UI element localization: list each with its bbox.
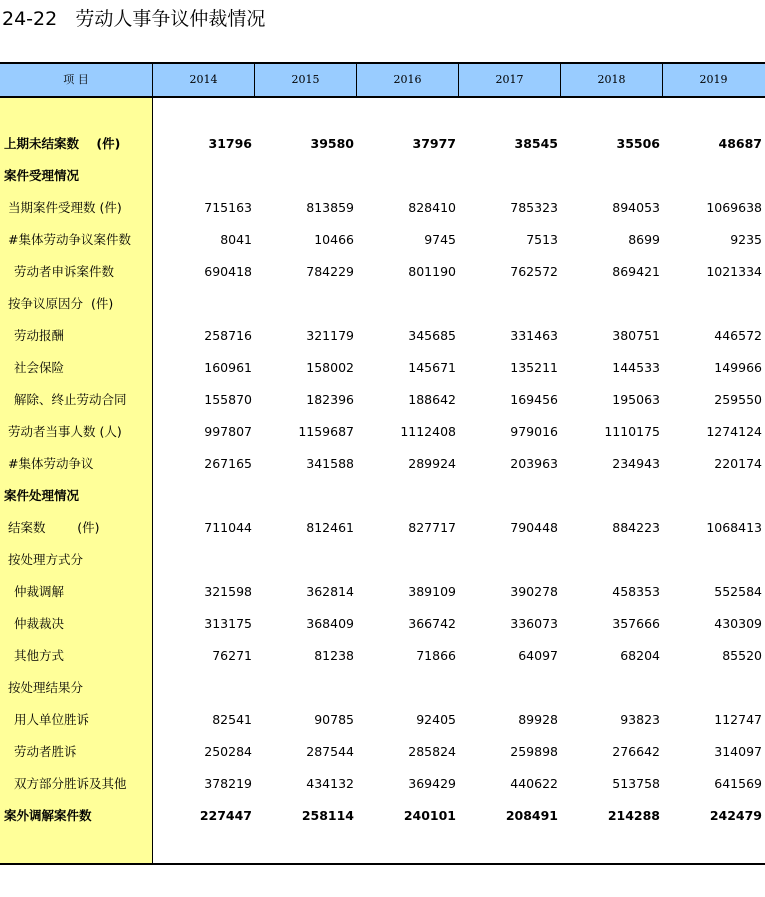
row-value-2014: 313175 — [204, 616, 252, 631]
row-value-2016: 389109 — [408, 584, 456, 599]
row-label: 案件处理情况 — [4, 488, 80, 503]
row-value-2014: 76271 — [212, 648, 252, 663]
row-value-2015: 81238 — [314, 648, 354, 663]
row-value-2015: 784229 — [306, 264, 354, 279]
row-value-2014: 31796 — [208, 136, 252, 151]
row-value-2015 — [258, 672, 354, 704]
table-row — [0, 256, 765, 288]
row-label: 劳动者申诉案件数 — [14, 264, 115, 279]
row-label: 按处理方式分 — [8, 552, 84, 567]
row-value-2017: 331463 — [510, 328, 558, 343]
table-row — [0, 704, 765, 736]
row-value-2019: 552584 — [714, 584, 762, 599]
row-value-2018 — [564, 288, 660, 320]
row-value-2015: 362814 — [306, 584, 354, 599]
row-value-2016: 827717 — [408, 520, 456, 535]
table-row — [0, 768, 765, 800]
row-value-2016: 240101 — [403, 808, 456, 823]
row-value-2014: 250284 — [204, 744, 252, 759]
row-value-2014: 715163 — [204, 200, 252, 215]
row-value-2019 — [666, 544, 762, 576]
row-value-2015: 434132 — [306, 776, 354, 791]
row-value-2015: 321179 — [306, 328, 354, 343]
row-value-2015: 39580 — [310, 136, 354, 151]
row-value-2017 — [462, 544, 558, 576]
row-value-2019: 430309 — [714, 616, 762, 631]
row-value-2016: 188642 — [408, 392, 456, 407]
row-label: 仲裁裁决 — [14, 616, 65, 631]
row-value-2019: 9235 — [730, 232, 762, 247]
row-label: 双方部分胜诉及其他 — [14, 776, 127, 791]
row-value-2014: 160961 — [204, 360, 252, 375]
row-value-2019: 641569 — [714, 776, 762, 791]
row-value-2016 — [360, 480, 456, 512]
row-value-2015: 10466 — [314, 232, 354, 247]
row-value-2018 — [564, 544, 660, 576]
row-label: 劳动报酬 — [14, 328, 65, 343]
table-row — [0, 224, 765, 256]
row-value-2014 — [156, 160, 252, 192]
row-value-2016: 366742 — [408, 616, 456, 631]
row-value-2017: 785323 — [510, 200, 558, 215]
row-value-2015: 287544 — [306, 744, 354, 759]
row-value-2017 — [462, 480, 558, 512]
row-value-2019: 1021334 — [706, 264, 762, 279]
row-label: 当期案件受理数 (件) — [8, 200, 122, 215]
row-value-2018: 894053 — [612, 200, 660, 215]
row-value-2016: 71866 — [416, 648, 456, 663]
table-row — [0, 288, 765, 320]
row-value-2015 — [258, 160, 354, 192]
row-value-2016 — [360, 160, 456, 192]
table-row — [0, 384, 765, 416]
row-value-2016: 37977 — [412, 136, 456, 151]
row-value-2017: 390278 — [510, 584, 558, 599]
row-value-2017: 762572 — [510, 264, 558, 279]
row-label: #集体劳动争议案件数 — [8, 232, 131, 247]
table-row — [0, 352, 765, 384]
table-row — [0, 320, 765, 352]
row-value-2019 — [666, 288, 762, 320]
row-label: 按争议原因分 (件) — [8, 296, 114, 311]
row-value-2016: 1112408 — [400, 424, 456, 439]
row-value-2017 — [462, 160, 558, 192]
header-year: 2015 — [291, 73, 320, 86]
row-value-2018: 214288 — [607, 808, 660, 823]
row-value-2014: 155870 — [204, 392, 252, 407]
row-value-2017: 979016 — [510, 424, 558, 439]
row-value-2015: 812461 — [306, 520, 354, 535]
row-value-2016: 9745 — [424, 232, 456, 247]
row-value-2016: 145671 — [408, 360, 456, 375]
row-value-2014: 258716 — [204, 328, 252, 343]
row-label: #集体劳动争议 — [8, 456, 94, 471]
table-row — [0, 160, 765, 192]
row-value-2015: 341588 — [306, 456, 354, 471]
row-value-2014: 378219 — [204, 776, 252, 791]
row-value-2017: 7513 — [526, 232, 558, 247]
row-value-2015: 368409 — [306, 616, 354, 631]
row-value-2014: 711044 — [204, 520, 252, 535]
row-value-2017: 64097 — [518, 648, 558, 663]
row-label: 上期未结案数 (件) — [4, 136, 121, 151]
row-value-2017: 89928 — [518, 712, 558, 727]
row-value-2016: 289924 — [408, 456, 456, 471]
row-label: 其他方式 — [14, 648, 65, 663]
row-value-2015: 182396 — [306, 392, 354, 407]
row-value-2018: 458353 — [612, 584, 660, 599]
row-value-2019: 48687 — [718, 136, 762, 151]
row-value-2017: 336073 — [510, 616, 558, 631]
table-row — [0, 416, 765, 448]
row-value-2019: 220174 — [714, 456, 762, 471]
row-value-2017: 440622 — [510, 776, 558, 791]
header-year: 2016 — [393, 73, 422, 86]
table-row — [0, 800, 765, 832]
table-row — [0, 128, 765, 160]
row-value-2014: 267165 — [204, 456, 252, 471]
row-value-2016: 801190 — [408, 264, 456, 279]
header-year: 2018 — [597, 73, 626, 86]
row-value-2016: 345685 — [408, 328, 456, 343]
row-value-2016 — [360, 672, 456, 704]
row-value-2019 — [666, 672, 762, 704]
row-value-2019: 85520 — [722, 648, 762, 663]
row-value-2017: 790448 — [510, 520, 558, 535]
row-label: 案外调解案件数 — [4, 808, 92, 823]
row-label: 仲裁调解 — [14, 584, 65, 599]
row-value-2014: 8041 — [220, 232, 252, 247]
row-value-2016: 369429 — [408, 776, 456, 791]
table-row — [0, 448, 765, 480]
table-row — [0, 736, 765, 768]
row-value-2018 — [564, 160, 660, 192]
row-value-2019: 259550 — [714, 392, 762, 407]
row-value-2014 — [156, 672, 252, 704]
row-label: 社会保险 — [14, 360, 65, 375]
row-value-2018: 234943 — [612, 456, 660, 471]
row-value-2017 — [462, 288, 558, 320]
row-label: 解除、终止劳动合同 — [14, 392, 127, 407]
row-value-2019: 1069638 — [706, 200, 762, 215]
row-value-2016 — [360, 544, 456, 576]
table-row — [0, 576, 765, 608]
row-label: 案件受理情况 — [4, 168, 80, 183]
row-value-2017: 38545 — [514, 136, 558, 151]
row-label: 按处理结果分 — [8, 680, 84, 695]
table-row — [0, 672, 765, 704]
row-value-2018: 869421 — [612, 264, 660, 279]
row-value-2014 — [156, 480, 252, 512]
row-value-2018: 1110175 — [604, 424, 660, 439]
header-item-label: 项 目 — [63, 73, 89, 86]
row-value-2019 — [666, 160, 762, 192]
row-value-2014 — [156, 544, 252, 576]
row-value-2018: 276642 — [612, 744, 660, 759]
header-year: 2017 — [495, 73, 524, 86]
page-title: 24-22 劳动人事争议仲裁情况 — [2, 8, 266, 30]
row-value-2018: 884223 — [612, 520, 660, 535]
row-value-2018: 68204 — [620, 648, 660, 663]
row-value-2017: 208491 — [505, 808, 558, 823]
row-value-2015: 1159687 — [298, 424, 354, 439]
row-value-2015: 813859 — [306, 200, 354, 215]
header-year: 2014 — [189, 73, 218, 86]
table-row — [0, 480, 765, 512]
row-value-2015: 258114 — [301, 808, 354, 823]
row-value-2017 — [462, 672, 558, 704]
table-row — [0, 608, 765, 640]
row-value-2015: 90785 — [314, 712, 354, 727]
row-value-2015 — [258, 480, 354, 512]
row-value-2018: 93823 — [620, 712, 660, 727]
row-value-2015 — [258, 288, 354, 320]
row-value-2014: 997807 — [204, 424, 252, 439]
row-value-2018 — [564, 480, 660, 512]
row-value-2015: 158002 — [306, 360, 354, 375]
row-value-2019: 314097 — [714, 744, 762, 759]
row-value-2017: 203963 — [510, 456, 558, 471]
table-row — [0, 192, 765, 224]
row-value-2014: 227447 — [199, 808, 252, 823]
row-value-2018 — [564, 672, 660, 704]
row-value-2015 — [258, 544, 354, 576]
row-value-2016: 285824 — [408, 744, 456, 759]
table-row — [0, 512, 765, 544]
row-value-2019 — [666, 480, 762, 512]
row-value-2014: 690418 — [204, 264, 252, 279]
row-value-2019: 242479 — [709, 808, 762, 823]
row-value-2019: 446572 — [714, 328, 762, 343]
table-header — [0, 64, 765, 96]
row-label: 劳动者胜诉 — [14, 744, 77, 759]
table-row — [0, 640, 765, 672]
row-value-2019: 112747 — [714, 712, 762, 727]
row-value-2019: 149966 — [714, 360, 762, 375]
row-value-2014: 82541 — [212, 712, 252, 727]
row-value-2016: 828410 — [408, 200, 456, 215]
row-value-2017: 259898 — [510, 744, 558, 759]
row-value-2018: 357666 — [612, 616, 660, 631]
row-value-2019: 1068413 — [706, 520, 762, 535]
row-label: 用人单位胜诉 — [14, 712, 90, 727]
row-value-2016: 92405 — [416, 712, 456, 727]
row-value-2018: 35506 — [616, 136, 660, 151]
row-label: 结案数 (件) — [8, 520, 100, 535]
row-value-2017: 135211 — [510, 360, 558, 375]
table-row — [0, 544, 765, 576]
row-value-2018: 195063 — [612, 392, 660, 407]
row-value-2014: 321598 — [204, 584, 252, 599]
table-bottom-rule — [0, 863, 765, 865]
row-value-2018: 8699 — [628, 232, 660, 247]
row-value-2017: 169456 — [510, 392, 558, 407]
header-year: 2019 — [699, 73, 728, 86]
row-value-2019: 1274124 — [706, 424, 762, 439]
row-value-2018: 513758 — [612, 776, 660, 791]
row-value-2016 — [360, 288, 456, 320]
row-value-2018: 144533 — [612, 360, 660, 375]
row-value-2018: 380751 — [612, 328, 660, 343]
row-value-2014 — [156, 288, 252, 320]
row-label: 劳动者当事人数 (人) — [8, 424, 122, 439]
